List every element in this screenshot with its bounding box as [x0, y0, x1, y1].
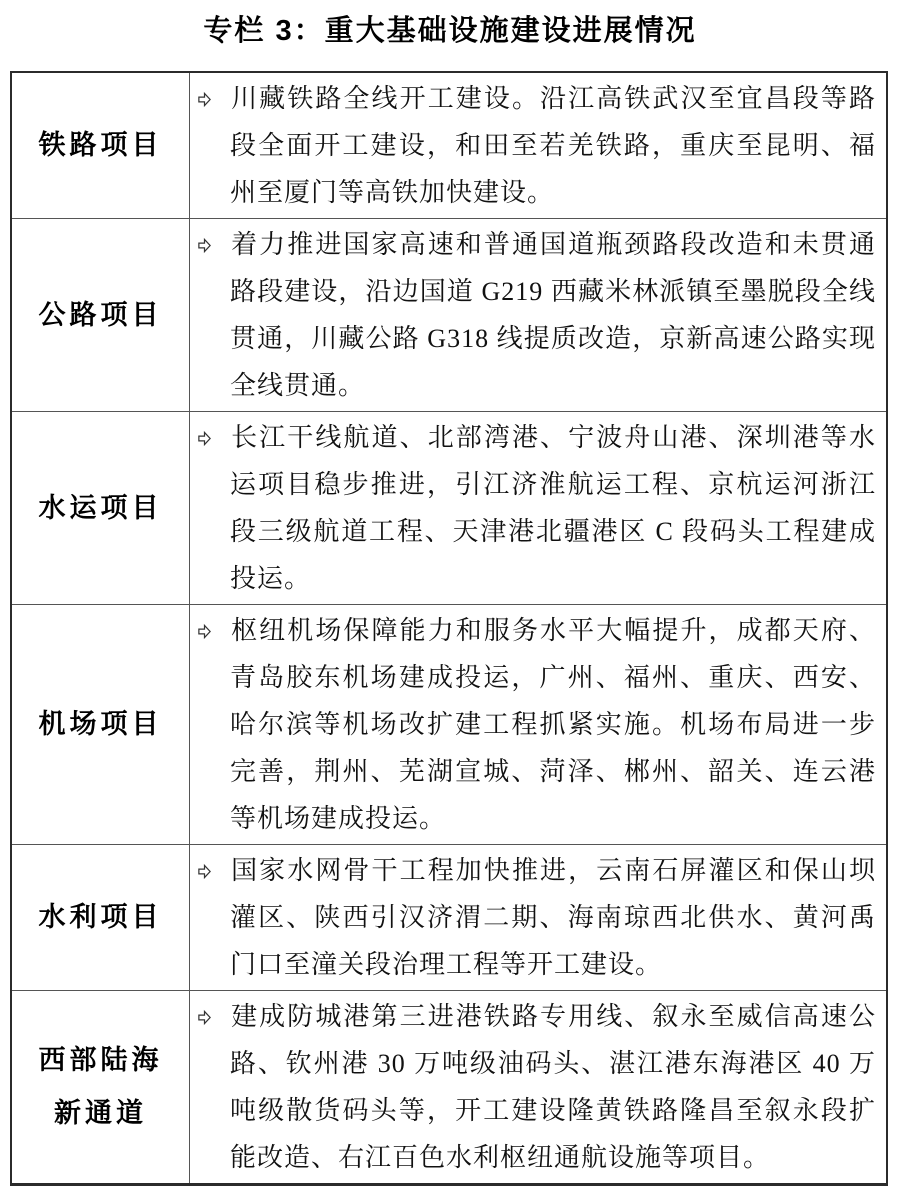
rightwards-white-arrow-icon [197, 221, 230, 268]
category-description-text: 川藏铁路全线开工建设。沿江高铁武汉至宜昌段等路段全面开工建设，和田至若羌铁路，重庆至昆明、福州至厦门等高铁加快建设。 [230, 84, 876, 207]
category-description-text: 着力推进国家高速和普通国道瓶颈路段改造和未贯通路段建设，沿边国道 G219 西藏米林派镇至墨脱段全线贯通，川藏公路 G318 线提质改造，京新高速公路实现全线贯通。 [230, 230, 876, 400]
category-label: 水利项目 [12, 845, 190, 990]
category-description-cell [190, 991, 886, 1183]
category-description-text: 长江干线航道、北部湾港、宁波舟山港、深圳港等水运项目稳步推进，引江济淮航运工程、京杭运河浙江段三级航道工程、天津港北疆港区 C 段码头工程建成投运。 [230, 423, 876, 593]
category-description [190, 75, 876, 216]
table-row [12, 411, 886, 604]
page-title: 专栏 3：重大基础设施建设进展情况 [203, 15, 697, 47]
category-label: 机场项目 [12, 605, 190, 844]
rightwards-white-arrow-icon [197, 414, 230, 461]
category-description-cell [190, 412, 886, 604]
category-label: 铁路项目 [12, 73, 190, 218]
category-description [190, 607, 876, 842]
rightwards-white-arrow-icon [197, 607, 230, 654]
category-label: 西部陆海新通道 [12, 991, 190, 1183]
category-description [190, 221, 876, 409]
infrastructure-table [10, 71, 888, 1186]
category-description-cell [190, 219, 886, 411]
table-row [12, 218, 886, 411]
table-row [12, 844, 886, 990]
table-row [12, 604, 886, 844]
category-label: 水运项目 [12, 412, 190, 604]
category-description-cell [190, 605, 886, 844]
category-description-cell [190, 73, 886, 218]
table-row [12, 73, 886, 218]
category-description-cell [190, 845, 886, 990]
rightwards-white-arrow-icon [197, 75, 230, 122]
table-row [12, 990, 886, 1183]
category-description [190, 847, 876, 988]
rightwards-white-arrow-icon [197, 847, 230, 894]
category-description-text: 国家水网骨干工程加快推进，云南石屏灌区和保山坝灌区、陕西引汉济渭二期、海南琼西北供水、黄河禹门口至潼关段治理工程等开工建设。 [230, 856, 876, 979]
category-description-text: 枢纽机场保障能力和服务水平大幅提升，成都天府、青岛胶东机场建成投运，广州、福州、重庆、西安、哈尔滨等机场改扩建工程抓紧实施。机场布局进一步完善，荆州、芜湖宣城、菏泽、郴州、韶关、连云港等机场建成投运。 [230, 616, 876, 833]
category-label: 公路项目 [12, 219, 190, 411]
rightwards-white-arrow-icon [197, 993, 230, 1040]
category-description [190, 414, 876, 602]
category-description-text: 建成防城港第三进港铁路专用线、叙永至威信高速公路、钦州港 30 万吨级油码头、湛江港东海港区 40 万吨级散货码头等，开工建设隆黄铁路隆昌至叙永段扩能改造、右江百色水利枢纽通航设施等项目。 [230, 1002, 876, 1172]
category-description [190, 993, 876, 1181]
